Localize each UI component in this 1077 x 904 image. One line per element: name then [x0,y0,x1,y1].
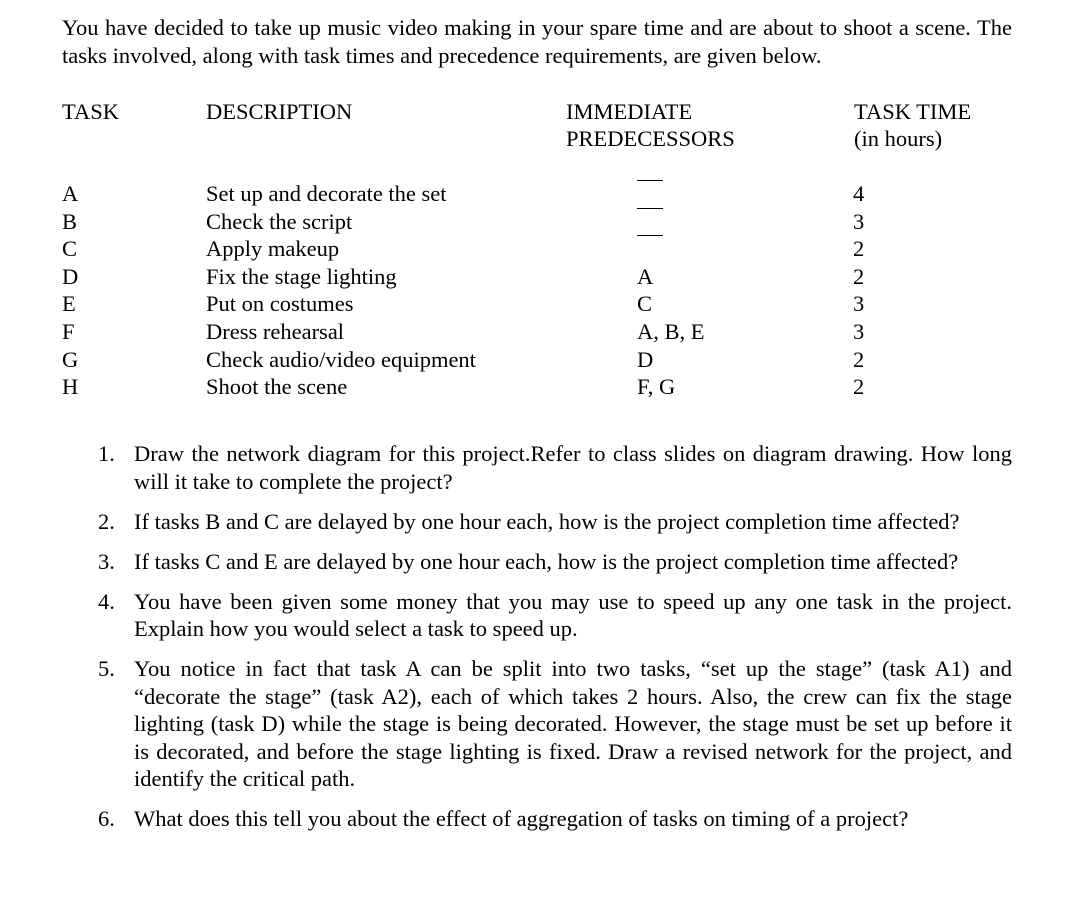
header-description: DESCRIPTION [206,99,353,124]
header-time-line1: TASK TIME [854,99,972,124]
task-time: 2 [853,236,865,262]
table-row [0,346,1077,374]
task-id: F [62,318,75,344]
task-time: 3 [853,208,865,234]
question-text: You notice in fact that task A can be split into two tasks, “set up the stage” (task A1) and “decorate the stage” (task A2), each of which takes 2 hours. Also, the crew can fix the stage lighting (task D) while the stage is being decorated. However, the stage must be set up before it is decorated, and before the stage lighting is fixed. Draw a revised network for the project, and identify the critical path. [134,656,1012,791]
task-predecessors: F, G [637,374,676,400]
task-description: Put on costumes [206,291,354,317]
task-description: Apply makeup [206,236,340,262]
table-row [0,180,1077,208]
header-predecessors [566,98,735,152]
question-text: If tasks B and C are delayed by one hour each, how is the project completion time affected? [134,508,960,534]
task-time: 3 [853,318,865,344]
task-id: B [62,208,78,234]
task-description: Shoot the scene [206,374,348,400]
question-number: 4. [98,588,115,614]
table-row [0,290,1077,318]
task-id: C [62,236,78,262]
task-description: Dress rehearsal [206,318,345,344]
task-id: E [62,291,76,317]
none-dash [637,180,663,181]
table-row [0,263,1077,291]
header-task-time [854,98,971,152]
header-predecessors-line2: PREDECESSORS [566,126,735,151]
none-dash [637,235,663,236]
task-description: Check the script [206,208,353,234]
task-id: G [62,346,79,372]
intro-paragraph: You have decided to take up music video making in your spare time and are about to shoot a scene. The tasks involved, along with task times and precedence requirements, are given below. [62,15,1012,68]
question-item [98,805,1012,833]
question-item [98,548,1012,576]
question-item [98,508,1012,536]
question-text: What does this tell you about the effect of aggregation of tasks on timing of a project? [134,806,909,831]
task-time: 2 [853,263,865,289]
question-number: 1. [98,441,115,466]
question-item [98,655,1012,793]
header-task: TASK [62,99,119,124]
question-list [98,440,1012,833]
question-number: 6. [98,806,115,831]
task-time: 3 [853,291,865,317]
task-time: 2 [853,346,865,372]
task-predecessors: A [637,263,654,289]
table-row [0,235,1077,263]
question-item [98,588,1012,643]
task-predecessors: D [637,346,654,372]
header-predecessors-line1: IMMEDIATE [566,99,693,124]
task-table [0,180,1077,401]
task-time: 2 [853,374,865,400]
none-dash [637,208,663,209]
table-row [0,208,1077,236]
question-text: Draw the network diagram for this project.Refer to class slides on diagram drawing. How long will it take to complete the project? [134,441,1012,494]
question-number: 3. [98,548,115,574]
task-description: Fix the stage lighting [206,263,397,289]
task-description: Set up and decorate the set [206,181,447,206]
task-description: Check audio/video equipment [206,346,476,372]
question-number: 2. [98,508,115,534]
question-text: You have been given some money that you may use to speed up any one task in the project. Explain how you would select a task to speed up. [134,588,1012,641]
header-time-line2: (in hours) [854,126,943,151]
question-text: If tasks C and E are delayed by one hour each, how is the project completion time affected? [134,548,959,574]
task-id: A [62,181,79,206]
table-row [0,318,1077,346]
task-id: D [62,263,79,289]
question-item [98,440,1012,495]
task-id: H [62,374,79,400]
task-predecessors: C [637,291,653,317]
task-time: 4 [853,181,865,206]
task-predecessors: A, B, E [637,318,705,344]
table-row [0,373,1077,401]
question-number: 5. [98,656,115,681]
